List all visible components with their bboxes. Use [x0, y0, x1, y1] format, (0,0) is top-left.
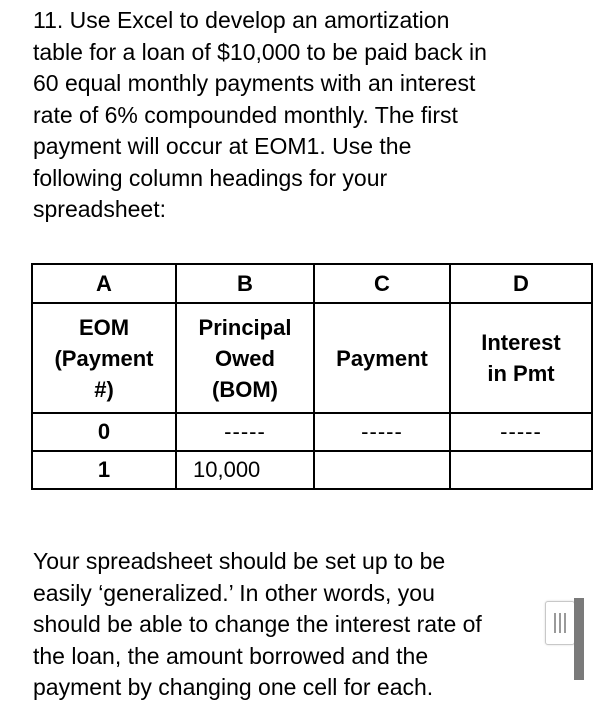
instruction-line: should be able to change the interest rate of [33, 611, 482, 637]
instruction-line: payment by changing one cell for each. [33, 674, 434, 700]
heading-interest-line: Interest [481, 330, 561, 355]
amortization-table [31, 263, 561, 493]
question-line: 60 equal monthly payments with an interest [33, 70, 476, 96]
instruction-line: Your spreadsheet should be set up to be [33, 548, 446, 574]
instruction-line: easily ‘generalized.’ In other words, you [33, 579, 435, 606]
table-row [32, 413, 592, 451]
question-line: table for a loan of $10,000 to be paid back in [33, 38, 487, 65]
column-headings-table [31, 263, 593, 490]
payment-cell: ----- [314, 413, 450, 451]
heading-eom-line: (Payment [54, 345, 154, 371]
column-letter-row [32, 264, 592, 303]
table-row [32, 451, 592, 489]
question-text [33, 5, 487, 226]
scrollbar-track[interactable] [574, 598, 584, 680]
column-letter-d: D [450, 264, 592, 303]
heading-interest-line: in Pmt [487, 361, 555, 386]
instruction-line: the loan, the amount borrowed and the [33, 642, 429, 669]
scroll-handle[interactable] [545, 601, 575, 645]
question-line: payment will occur at EOM1. Use the [33, 133, 412, 159]
principal-cell: ----- [176, 413, 314, 451]
question-line: following column headings for your [33, 164, 388, 191]
question-line: spreadsheet: [33, 196, 166, 222]
column-heading-row [32, 303, 592, 413]
principal-cell: 10,000 [176, 451, 314, 489]
heading-eom [32, 303, 176, 413]
interest-cell: ----- [450, 413, 592, 451]
column-letter-a: A [32, 264, 176, 303]
question-line: 11. Use Excel to develop an amortization [33, 7, 450, 33]
heading-principal-owed [176, 303, 314, 413]
payment-cell [314, 451, 450, 489]
heading-principal-line: Owed [215, 345, 275, 371]
column-letter-c: C [314, 264, 450, 303]
grip-lines-icon [554, 613, 566, 633]
heading-principal-line: (BOM) [212, 376, 278, 402]
heading-eom-line: #) [94, 376, 114, 402]
instruction-text [33, 546, 482, 704]
heading-interest-in-pmt [450, 303, 592, 413]
question-line: rate of 6% compounded monthly. The first [33, 101, 458, 128]
eom-cell: 0 [32, 413, 176, 451]
heading-principal-line: Principal [198, 314, 292, 340]
column-letter-b: B [176, 264, 314, 303]
heading-payment-line: Payment [336, 345, 428, 371]
heading-payment [314, 303, 450, 413]
heading-eom-line: EOM [78, 314, 130, 340]
eom-cell: 1 [32, 451, 176, 489]
interest-cell [450, 451, 592, 489]
